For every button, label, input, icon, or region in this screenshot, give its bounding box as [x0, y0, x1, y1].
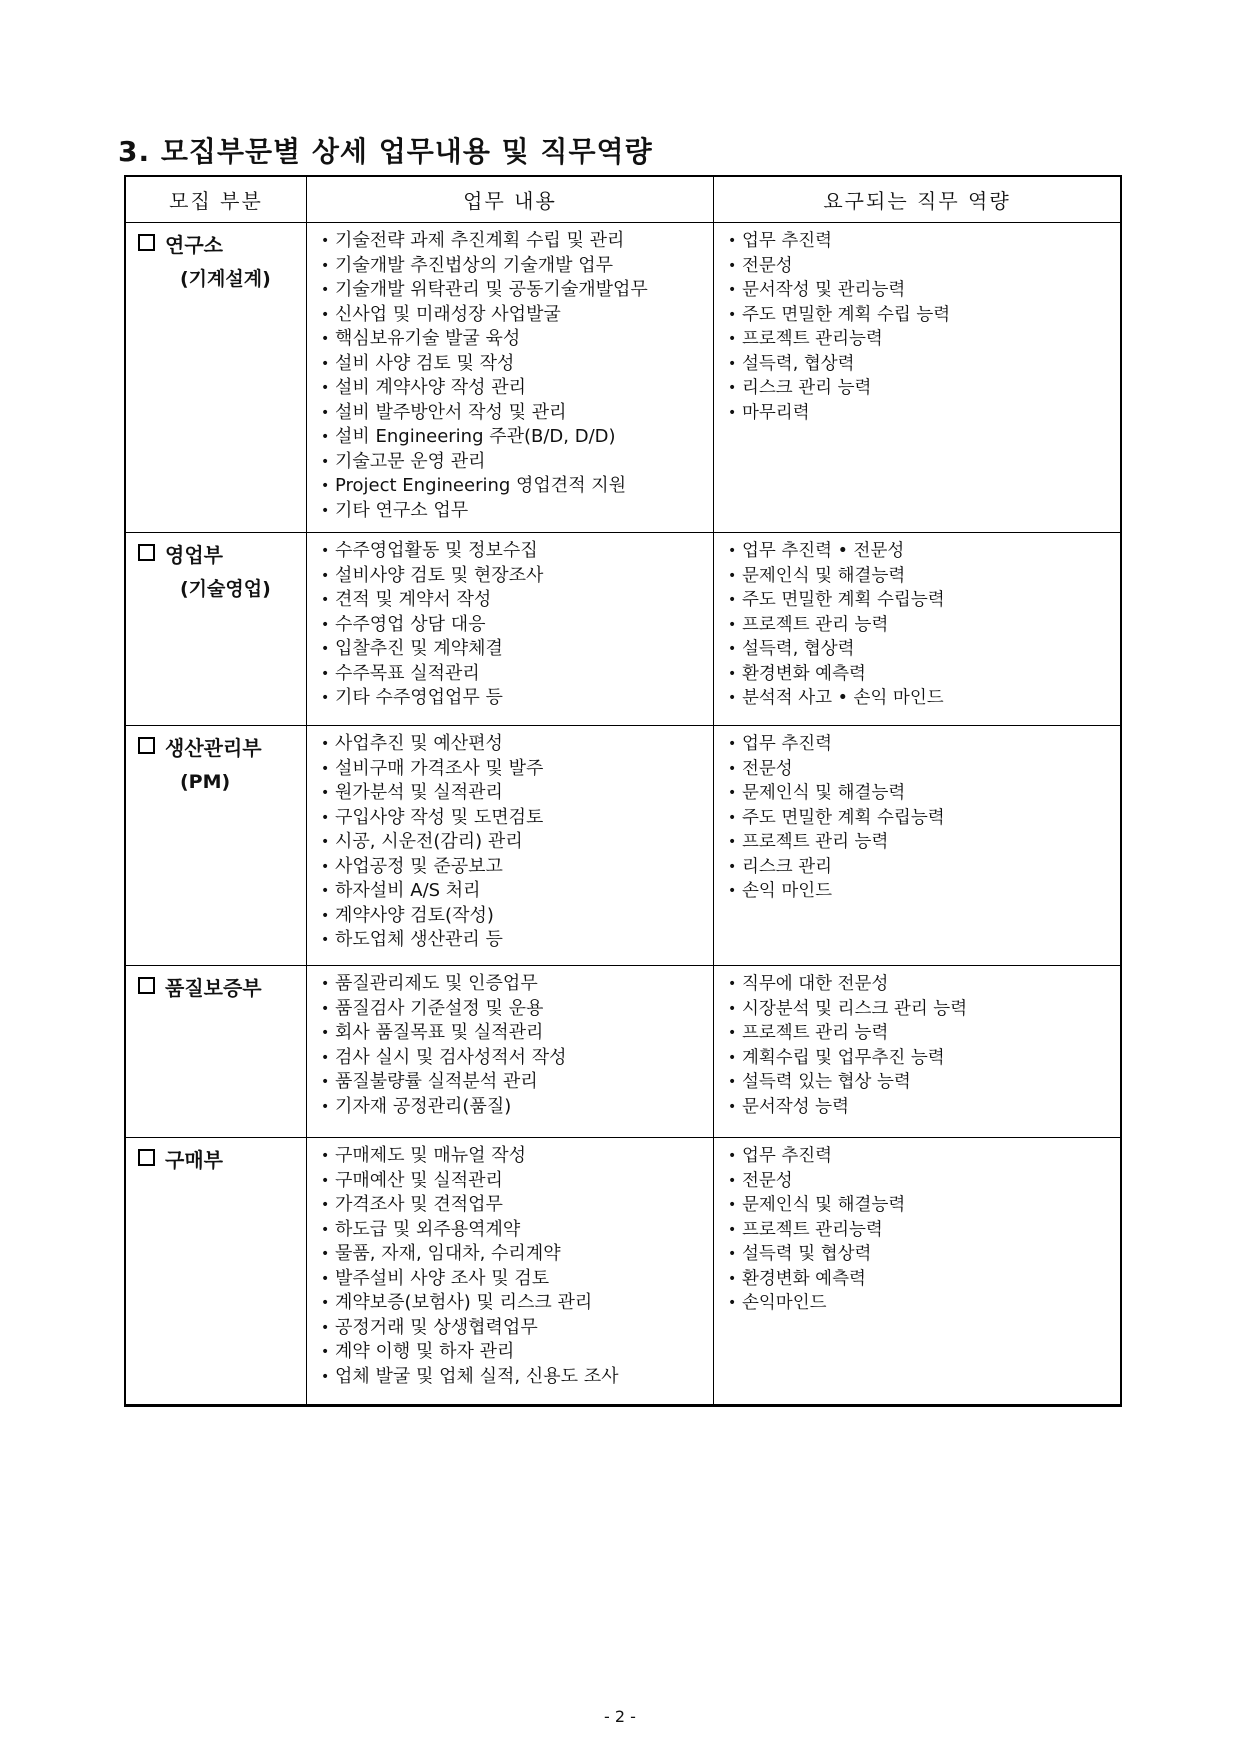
department-name — [126, 972, 306, 1005]
duty-item: • 하도업체 생산관리 등 — [321, 928, 713, 953]
duties-list — [307, 229, 713, 523]
duty-item: • 구입사양 작성 및 도면검토 — [321, 806, 713, 831]
duty-item: • 발주설비 사양 조사 및 검토 — [321, 1267, 713, 1292]
competencies-list — [714, 972, 1120, 1119]
job-details-table — [124, 175, 1122, 1407]
duty-item: • 수주목표 실적관리 — [321, 662, 713, 687]
duty-item: • 품질검사 기준설정 및 운용 — [321, 997, 713, 1022]
competency-item: • 주도 면밀한 계획 수립능력 — [728, 588, 1120, 613]
competencies-list — [714, 732, 1120, 904]
duty-item: • 검사 실시 및 검사성적서 작성 — [321, 1046, 713, 1071]
page-number: - 2 - — [604, 1707, 636, 1726]
duties-cell — [307, 1138, 714, 1406]
department-cell — [125, 966, 307, 1138]
duty-item: • 공정거래 및 상생협력업무 — [321, 1316, 713, 1341]
competency-item: • 주도 면밀한 계획 수립능력 — [728, 806, 1120, 831]
competencies-cell — [714, 726, 1122, 966]
duty-item: • 계약보증(보험사) 및 리스크 관리 — [321, 1291, 713, 1316]
duties-cell — [307, 726, 714, 966]
competency-item: • 프로젝트 관리 능력 — [728, 1021, 1120, 1046]
duty-item: • 기술개발 추진법상의 기술개발 업무 — [321, 254, 713, 279]
duty-item: • 업체 발굴 및 업체 실적, 신용도 조사 — [321, 1365, 713, 1390]
duty-item: • 기타 연구소 업무 — [321, 499, 713, 524]
department-label: 생산관리부 — [165, 736, 262, 760]
department-cell — [125, 533, 307, 726]
duties-list — [307, 1144, 713, 1389]
table-row — [125, 223, 1121, 533]
competency-item: • 주도 면밀한 계획 수립 능력 — [728, 303, 1120, 328]
duty-item: • 설비 발주방안서 작성 및 관리 — [321, 401, 713, 426]
duty-item: • 하도급 및 외주용역계약 — [321, 1218, 713, 1243]
competency-item: • 전문성 — [728, 254, 1120, 279]
duty-item: • 사업추진 및 예산편성 — [321, 732, 713, 757]
checkbox-square-icon — [138, 544, 155, 561]
department-name — [126, 732, 306, 765]
checkbox-square-icon — [138, 977, 155, 994]
duty-item: • 입찰추진 및 계약체결 — [321, 637, 713, 662]
competency-item: • 업무 추진력 • 전문성 — [728, 539, 1120, 564]
competency-item: • 손익 마인드 — [728, 879, 1120, 904]
duty-item: • 품질관리제도 및 인증업무 — [321, 972, 713, 997]
duty-item: • 설비사양 검토 및 현장조사 — [321, 564, 713, 589]
duty-item: • 설비 Engineering 주관(B/D, D/D) — [321, 425, 713, 450]
competency-item: • 시장분석 및 리스크 관리 능력 — [728, 997, 1120, 1022]
competency-item: • 환경변화 예측력 — [728, 1267, 1120, 1292]
competency-item: • 손익마인드 — [728, 1291, 1120, 1316]
duty-item: • 계약사양 검토(작성) — [321, 904, 713, 929]
competency-item: • 설득력 있는 협상 능력 — [728, 1070, 1120, 1095]
competency-item: • 문제인식 및 해결능력 — [728, 781, 1120, 806]
duty-item: • 기자재 공정관리(품질) — [321, 1095, 713, 1120]
duty-item: • 물품, 자재, 임대차, 수리계약 — [321, 1242, 713, 1267]
competency-item: • 계획수립 및 업무추진 능력 — [728, 1046, 1120, 1071]
competency-item: • 전문성 — [728, 1169, 1120, 1194]
department-label: 구매부 — [165, 1148, 223, 1172]
competencies-cell — [714, 1138, 1122, 1406]
competency-item: • 분석적 사고 • 손익 마인드 — [728, 686, 1120, 711]
duties-list — [307, 732, 713, 953]
competencies-cell — [714, 966, 1122, 1138]
section-title: 3. 모집부문별 상세 업무내용 및 직무역량 — [118, 135, 653, 168]
competency-item: • 문제인식 및 해결능력 — [728, 1193, 1120, 1218]
table-row — [125, 726, 1121, 966]
header-competencies: 요구되는 직무 역량 — [714, 176, 1122, 223]
duty-item: • Project Engineering 영업견적 지원 — [321, 474, 713, 499]
department-cell — [125, 223, 307, 533]
competencies-cell — [714, 223, 1122, 533]
competency-item: • 업무 추진력 — [728, 732, 1120, 757]
competencies-list — [714, 1144, 1120, 1316]
table-row — [125, 533, 1121, 726]
duty-item: • 하자설비 A/S 처리 — [321, 879, 713, 904]
department-label: 품질보증부 — [165, 976, 262, 1000]
duties-list — [307, 972, 713, 1119]
competency-item: • 설득력 및 협상력 — [728, 1242, 1120, 1267]
department-label: 연구소 — [165, 233, 223, 257]
department-cell — [125, 1138, 307, 1406]
competency-item: • 설득력, 협상력 — [728, 637, 1120, 662]
header-duties: 업무 내용 — [307, 176, 714, 223]
duty-item: • 수주영업활동 및 정보수집 — [321, 539, 713, 564]
duty-item: • 설비구매 가격조사 및 발주 — [321, 757, 713, 782]
competency-item: • 업무 추진력 — [728, 229, 1120, 254]
competency-item: • 직무에 대한 전문성 — [728, 972, 1120, 997]
duties-cell — [307, 966, 714, 1138]
table-header-row — [125, 176, 1121, 223]
duty-item: • 시공, 시운전(감리) 관리 — [321, 830, 713, 855]
duties-list — [307, 539, 713, 711]
competency-item: • 리스크 관리 능력 — [728, 376, 1120, 401]
competency-item: • 환경변화 예측력 — [728, 662, 1120, 687]
department-label: 영업부 — [165, 543, 223, 567]
duty-item: • 품질불량률 실적분석 관리 — [321, 1070, 713, 1095]
department-subtitle: (PM) — [180, 771, 231, 793]
competencies-list — [714, 229, 1120, 425]
competency-item: • 업무 추진력 — [728, 1144, 1120, 1169]
duty-item: • 기술전략 과제 추진계획 수립 및 관리 — [321, 229, 713, 254]
duty-item: • 기타 수주영업업무 등 — [321, 686, 713, 711]
department-name — [126, 1144, 306, 1177]
department-subtitle: (기계설계) — [180, 268, 271, 290]
checkbox-square-icon — [138, 737, 155, 754]
checkbox-square-icon — [138, 1149, 155, 1166]
duty-item: • 회사 품질목표 및 실적관리 — [321, 1021, 713, 1046]
duty-item: • 원가분석 및 실적관리 — [321, 781, 713, 806]
competency-item: • 프로젝트 관리능력 — [728, 1218, 1120, 1243]
competencies-list — [714, 539, 1120, 711]
duty-item: • 설비 계약사양 작성 관리 — [321, 376, 713, 401]
checkbox-square-icon — [138, 234, 155, 251]
header-department: 모집 부분 — [125, 176, 307, 223]
duty-item: • 설비 사양 검토 및 작성 — [321, 352, 713, 377]
competency-item: • 문서작성 능력 — [728, 1095, 1120, 1120]
duty-item: • 사업공정 및 준공보고 — [321, 855, 713, 880]
competency-item: • 문제인식 및 해결능력 — [728, 564, 1120, 589]
competency-item: • 프로젝트 관리 능력 — [728, 830, 1120, 855]
competency-item: • 프로젝트 관리능력 — [728, 327, 1120, 352]
competency-item: • 설득력, 협상력 — [728, 352, 1120, 377]
competencies-cell — [714, 533, 1122, 726]
department-name — [126, 539, 306, 572]
duty-item: • 견적 및 계약서 작성 — [321, 588, 713, 613]
competency-item: • 프로젝트 관리 능력 — [728, 613, 1120, 638]
duty-item: • 가격조사 및 견적업무 — [321, 1193, 713, 1218]
table-row — [125, 1138, 1121, 1406]
department-name — [126, 229, 306, 262]
duty-item: • 구매제도 및 매뉴얼 작성 — [321, 1144, 713, 1169]
department-subtitle: (기술영업) — [180, 578, 271, 600]
competency-item: • 마무리력 — [728, 401, 1120, 426]
table-row — [125, 966, 1121, 1138]
competency-item: • 리스크 관리 — [728, 855, 1120, 880]
competency-item: • 문서작성 및 관리능력 — [728, 278, 1120, 303]
duty-item: • 핵심보유기술 발굴 육성 — [321, 327, 713, 352]
department-cell — [125, 726, 307, 966]
duty-item: • 기술고문 운영 관리 — [321, 450, 713, 475]
duties-cell — [307, 533, 714, 726]
competency-item: • 전문성 — [728, 757, 1120, 782]
duty-item: • 구매예산 및 실적관리 — [321, 1169, 713, 1194]
duty-item: • 신사업 및 미래성장 사업발굴 — [321, 303, 713, 328]
duty-item: • 계약 이행 및 하자 관리 — [321, 1340, 713, 1365]
duty-item: • 기술개발 위탁관리 및 공동기술개발업무 — [321, 278, 713, 303]
duties-cell — [307, 223, 714, 533]
duty-item: • 수주영업 상담 대응 — [321, 613, 713, 638]
